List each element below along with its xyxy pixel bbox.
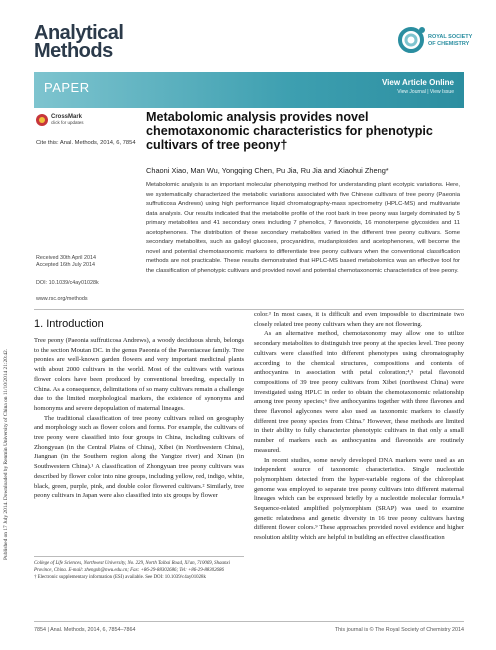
affiliation-footnote: College of Life Sciences, Northwest University, No. 229, North Taibai Road, Xi'an, 710069, Shaanxi Province, China. E-mail: zhengxh@nwu.edu.cn; Fax: +86-29-88302686; Tel: +86-29-88302686 <box>34 561 230 573</box>
accepted-date: Accepted 16th July 2014 <box>36 262 96 269</box>
body-right-column <box>254 310 464 543</box>
author-list: Chaoni Xiao, Man Wu, Yongqing Chen, Pu Jia, Ru Jia and Xiaohui Zheng* <box>146 166 389 175</box>
footer-page-citation: 7854 | Anal. Methods, 2014, 6, 7854–7864 <box>34 627 136 633</box>
footnotes <box>34 560 244 581</box>
crossmark-icon <box>36 114 48 126</box>
paragraph: color.³ In most cases, it is difficult and even impossible to discriminate two closely related tree peony cultivars when they are not flowering. <box>254 311 464 328</box>
journal-name-line2: Methods <box>34 40 113 62</box>
article-type-banner <box>34 72 464 108</box>
esi-footnote: † Electronic supplementary information (ESI) available. See DOI: 10.1039/c4ay01028k <box>34 575 206 580</box>
article-type-label: PAPER <box>44 80 90 95</box>
footer-divider <box>34 621 464 622</box>
article-history <box>36 255 96 270</box>
crossmark-button[interactable] <box>36 114 84 126</box>
view-article-online-link[interactable]: View Article Online <box>381 78 454 87</box>
journal-logo <box>34 24 123 60</box>
citation-line: Cite this: Anal. Methods, 2014, 6, 7854 <box>36 140 136 146</box>
journal-website-link[interactable]: www.rsc.org/methods <box>36 296 88 302</box>
doi-link[interactable]: DOI: 10.1039/c4ay01028k <box>36 280 99 286</box>
crossmark-line1: CrossMark <box>51 114 83 120</box>
download-sidebar <box>3 90 13 560</box>
crossmark-line2: click for updates <box>51 120 84 125</box>
rsc-line2: OF CHEMISTRY <box>428 40 470 47</box>
paragraph: The traditional classification of tree peony cultivars relied on geography and morphology such as flower colors and forms. For example, the cultivars of tree peony were classified into four groups in China, including cultivars of Zhongyuan (in the Central Plains of China), Xibei (in Northwestern China), Jiangnan (in the Southern region along the Yangtze river) and Xinan (in Southwestern China).¹ A classification of Zhongyuan tree peony cultivars was described by flower color into nine groups, including yellow, red, indigo, white, black, green, purple, pink, and double color flowered cultivars.² Similarly, tree peony cultivars in Japan were also classified into six groups by flower <box>34 414 244 500</box>
body-left-column <box>34 336 244 501</box>
crossmark-label <box>51 114 84 126</box>
section-heading: 1. Introduction <box>34 318 104 330</box>
view-journal-issue-link[interactable]: View Journal | View Issue <box>397 89 454 95</box>
paragraph: Tree peony (Paeonia suffruticosa Andrews), a woody deciduous shrub, belongs to the section Moutan DC. in the genus Paeonia of the Paeoniaceae family. Tree peonies are well-known garden flowers and very important medicinal plants with about 2000 cultivars in the world. Most of the cultivars with various flower colors have been produced by conventional breeding, especially in China. As a consequence, delimitations of so many cultivars remain a challenge due to the limited morphological markers, the existence of synonyms and homonyms and severe depopulation of maternal lineages. <box>34 337 244 412</box>
rsc-wordmark <box>428 34 472 47</box>
received-date: Received 30th April 2014 <box>36 255 96 261</box>
journal-name-line1: Analytical <box>34 22 124 44</box>
paragraph: In recent studies, some newly developed DNA markers were used as an independent source of taxonomic characteristics. Single nucleotide polymorphism detected from the hyper-variable regions of the chloroplast genome was employed to separate tree peony cultivars into different maternal lineages which can be expressed briefly by a nucleotide molecular formula.⁸ Sequence-related amplified polymorphism (SRAP) was used to examine genetic relatedness and genetic diversity in 16 tree peony cultivars having different flower colors.⁹ These approaches provided novel evidence and higher resolution ability which are helpful in building an effective classification <box>254 456 464 542</box>
footer-copyright: This journal is © The Royal Society of Chemistry 2014 <box>334 627 464 633</box>
paragraph: As an alternative method, chemotaxonomy may allow one to utilize secondary metabolites to distinguish tree peony at the species level. Tree peony cultivars were classified into different phenotypes using chromatography according to the chemical structures, compositions and contents of anthocyanins in association with petal coloration;⁴,⁵ petal flavonoid compositions of 39 tree peony cultivars from Xibei (northwest China) were investigated using HPLC in order to obtain the chemotaxonomic relationship among tree peony species;⁶ five anthocyanins together with three flavones and three flavonol aglycones were also used as taxonomic markers to classify different tree peony species from China.⁷ However, these methods are limited in their ability to fully characterize phenotypic cultivars in that only a small number of markers such as anthocyanins and flavonoids are routinely measured. <box>254 330 464 454</box>
footnote-divider <box>34 556 244 557</box>
article-title: Metabolomic analysis provides novel chemotaxonomic characteristics for phenotypic cultivars of tree peony† <box>146 110 433 152</box>
abstract: Metabolomic analysis is an important molecular phenotyping method for understanding plant ecotypic variations. Here, we systematically characterized the metabolic variations associated with five Chinese cultivars of tree peony (Paeonia suffruticosa Andrews) using high performance liquid chromatography-mass spectrometry (HPLC-MS) and multivariate data analysis. Our results indicated that the metabolite profile of the root bark in tree peony was largely dominated by 5 primary metabolites and 41 secondary ones including 7 phenolics, 7 flavonoids, 16 monoterpene glycosides and 11 acetophenones. The distribution of these secondary metabolites varied in the different tree peony cultivars. Some secondary metabolites, such as galloyl glucoses, procyanidins, mudanpiosides and acetophenones, will become the novel and potential chemotaxonomic markers to differentiate tree peony cultivars when the conventional classification methods are not practicable. These results demonstrated that HPLC-MS based metabolomics was an effective tool for the classification of phenotypic cultivars and provided novel and potential chemotaxonomic characteristics of tree peony. <box>146 182 460 274</box>
download-stamp: Published on 17 July 2014. Downloaded by Renmin University of China on 11/10/2014 21:20:42. <box>3 348 9 560</box>
rsc-line1: ROYAL SOCIETY <box>428 34 473 40</box>
